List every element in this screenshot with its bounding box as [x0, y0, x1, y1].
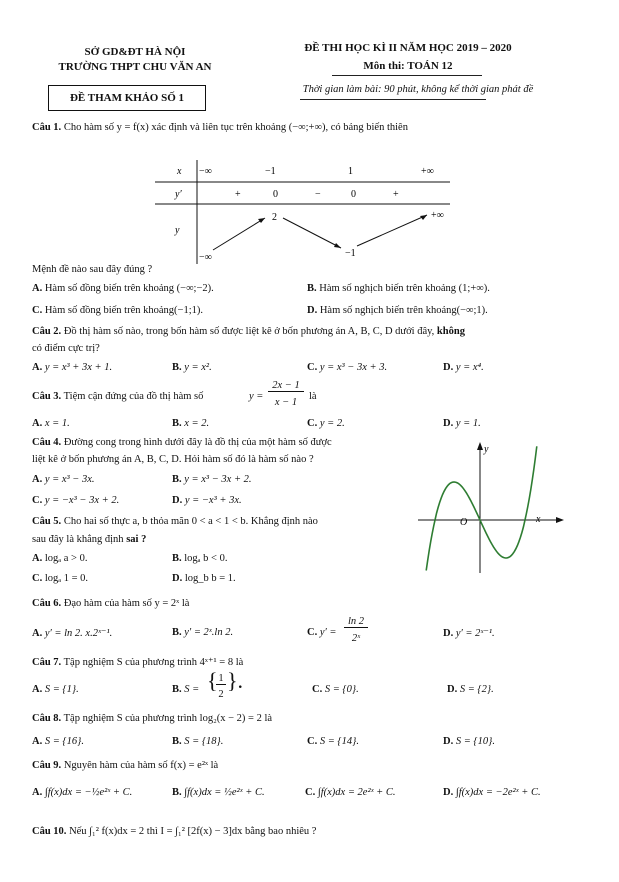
q3-option-c[interactable]: C. y = 2. [307, 418, 345, 429]
q4-option-a[interactable]: A. y = x³ − 3x. [32, 474, 95, 485]
question-7 [32, 656, 243, 668]
q2-option-a-text: y = x³ + 3x + 1. [44, 362, 113, 373]
question-3 [32, 391, 203, 402]
q1-number: Câu 1. [32, 122, 62, 133]
q1-text: Cho hàm số y = f(x) xác định và liên tục trên khoảng (−∞;+∞), có bảng biến thiên [63, 122, 408, 133]
q4-cubic-graph [418, 438, 568, 578]
graph-y-arrow [477, 442, 483, 450]
q2-option-b-text: y = x². [184, 362, 212, 373]
vt-x-pos-inf: +∞ [421, 166, 434, 177]
q8-option-b[interactable]: B. S = {18}. [172, 736, 224, 747]
q2-text-bold: không [436, 326, 465, 337]
graph-x-label: x [536, 514, 541, 525]
q7-option-c[interactable]: C. S = {0}. [312, 684, 359, 695]
q7-option-d-text: S = {2}. [459, 684, 494, 695]
q9-text: Nguyên hàm của hàm số f(x) = e²ˣ là [63, 760, 219, 771]
q7-option-b-lhs: S = [184, 684, 200, 695]
q4-option-c-text: y = −x³ − 3x + 2. [44, 495, 120, 506]
q7-option-b-denominator: 2 [218, 689, 224, 700]
q8-option-a[interactable]: A. S = {16}. [32, 736, 84, 747]
q3-option-a-text: x = 1. [44, 418, 70, 429]
exam-duration: Thời gian làm bài: 90 phút, không kể thời gian phát đề [302, 84, 534, 95]
question-5 [32, 516, 318, 527]
exam-subject: Môn thi: TOÁN 12 [363, 60, 453, 72]
vt-x-label: x [177, 166, 182, 177]
q5-text: Cho hai số thực a, b thỏa mãn 0 < a < 1 < b. Khẳng định nào [63, 516, 318, 527]
q8-number: Câu 8. [32, 713, 62, 724]
question-10 [32, 826, 316, 837]
q1-option-d[interactable]: D. Hàm số nghịch biến trên khoảng(−∞;1). [307, 305, 488, 316]
q5-option-c-text: logₐ 1 = 0. [44, 573, 89, 584]
q3-option-d-text: y = 1. [455, 418, 481, 429]
vt-y-minus-one: −1 [345, 248, 356, 259]
q5-text-line2 [32, 534, 146, 545]
q2-number: Câu 2. [32, 326, 62, 337]
vt-arrow-up-1 [213, 218, 265, 250]
q7-option-b-numerator: 1 [216, 673, 226, 685]
q7-brace-right: }. [227, 668, 244, 693]
q2-option-a[interactable]: A. y = x³ + 3x + 1. [32, 362, 113, 373]
q4-option-b[interactable]: B. y = x³ − 3x + 2. [172, 474, 252, 485]
question-4 [32, 437, 332, 448]
q4-text-line2: liệt kê ở bốn phương án A, B, C, D. Hỏi hàm số đó là hàm số nào ? [32, 454, 314, 465]
question-1 [32, 122, 408, 133]
q3-option-b[interactable]: B. x = 2. [172, 418, 210, 429]
q5-text-line2-bold: sai ? [126, 534, 147, 545]
graph-y-label: y [484, 444, 489, 455]
graph-origin-label: O [460, 517, 468, 528]
q8-option-d[interactable]: D. S = {10}. [443, 736, 495, 747]
q5-number: Câu 5. [32, 516, 62, 527]
duration-underline [300, 99, 486, 100]
question-8 [32, 713, 272, 724]
q9-option-c[interactable]: C. ∫f(x)dx = 2e²ˣ + C. [305, 787, 396, 798]
q6-option-c-numerator: ln 2 [344, 616, 368, 628]
q5-option-c[interactable]: C. logₐ 1 = 0. [32, 573, 89, 584]
vt-y-label: y [175, 225, 180, 236]
q7-option-d[interactable]: D. S = {2}. [447, 684, 494, 695]
q9-option-b-text: ∫f(x)dx = ½e²ˣ + C. [184, 787, 265, 798]
q6-option-d-text: y′ = 2ˣ⁻¹. [455, 628, 495, 639]
q6-option-a-text: y′ = ln 2. x.2ˣ⁻¹. [44, 628, 113, 639]
q7-brace-left: { [207, 668, 218, 693]
q5-option-d-text: log_b b = 1. [184, 573, 236, 584]
q5-option-a-text: logₐ a > 0. [44, 553, 88, 564]
question-6 [32, 598, 189, 609]
variation-table [155, 160, 455, 264]
q1-option-c[interactable]: C. Hàm số đồng biến trên khoảng(−1;1). [32, 305, 203, 316]
q1-prompt: Mệnh đề nào sau đây đúng ? [32, 264, 153, 275]
q3-option-d[interactable]: D. y = 1. [443, 418, 481, 429]
q8-option-a-text: S = {16}. [44, 736, 84, 747]
question-9 [32, 760, 218, 771]
q9-option-a[interactable]: A. ∫f(x)dx = −½e²ˣ + C. [32, 787, 133, 798]
q4-option-c[interactable]: C. y = −x³ − 3x + 2. [32, 495, 120, 506]
q7-text: Tập nghiệm S của phương trình 4ˣ⁺¹ = 8 là [63, 657, 244, 668]
q6-option-a[interactable]: A. y′ = ln 2. x.2ˣ⁻¹. [32, 628, 113, 639]
q3-fn-lhs: y = [249, 391, 264, 402]
q5-option-b[interactable]: B. logₐ b < 0. [172, 553, 228, 564]
q3-number: Câu 3. [32, 391, 62, 402]
q1-option-b-text: Hàm số nghịch biến trên khoảng (1;+∞). [319, 283, 490, 294]
q3-fn-numerator: 2x − 1 [268, 380, 304, 392]
graph-curve [426, 446, 537, 570]
q3-fn-denominator: x − 1 [274, 397, 298, 408]
q2-text-line2: có điểm cực trị? [32, 343, 100, 354]
q2-option-d[interactable]: D. y = x⁴. [443, 362, 484, 373]
q7-number: Câu 7. [32, 657, 62, 668]
q9-option-d-text: ∫f(x)dx = −2e²ˣ + C. [455, 787, 541, 798]
q8-text: Tập nghiệm S của phương trình log₂(x − 2) = 2 là [63, 713, 273, 724]
q3-option-a[interactable]: A. x = 1. [32, 418, 70, 429]
header-divider [332, 75, 482, 76]
q3-option-c-text: y = 2. [319, 418, 345, 429]
q2-option-c[interactable]: C. y = x³ − 3x + 3. [307, 362, 388, 373]
school-department: SỞ GD&ĐT HÀ NỘI [84, 46, 186, 58]
graph-x-arrow [556, 517, 564, 523]
q10-text: Nếu ∫₁² f(x)dx = 2 thì I = ∫₁² [2f(x) − 3]dx bằng bao nhiêu ? [69, 826, 317, 837]
q9-option-d[interactable]: D. ∫f(x)dx = −2e²ˣ + C. [443, 787, 541, 798]
q6-option-b[interactable]: B. y′ = 2ˣ.ln 2. [172, 627, 234, 638]
q5-text-line2-plain: sau đây là khẳng định [32, 534, 124, 545]
q5-option-b-text: logₐ b < 0. [184, 553, 228, 564]
q1-option-d-text: Hàm số nghịch biến trên khoảng(−∞;1). [319, 305, 488, 316]
q8-option-c-text: S = {14}. [319, 736, 359, 747]
q8-option-b-text: S = {18}. [184, 736, 224, 747]
q3-text: Tiệm cận đứng của đồ thị hàm số [63, 391, 204, 402]
q1-option-c-text: Hàm số đồng biến trên khoảng(−1;1). [44, 305, 203, 316]
vt-y-pos-inf: +∞ [431, 210, 444, 221]
q7-option-b[interactable]: B. S = [172, 684, 200, 695]
vt-y-two: 2 [272, 212, 277, 223]
q2-option-b[interactable]: B. y = x². [172, 362, 212, 373]
q1-option-a-text: Hàm số đồng biến trên khoảng (−∞;−2). [44, 283, 214, 294]
q6-text: Đạo hàm của hàm số y = 2ˣ là [63, 598, 190, 609]
q1-option-b[interactable]: B. Hàm số nghịch biến trên khoảng (1;+∞). [307, 283, 490, 294]
q8-option-d-text: S = {10}. [455, 736, 495, 747]
q2-option-c-text: y = x³ − 3x + 3. [319, 362, 388, 373]
vt-arrow-down [283, 218, 341, 248]
q4-option-a-text: y = x³ − 3x. [44, 474, 95, 485]
vt-sign-2: − [315, 189, 321, 200]
q7-option-a-text: S = {1}. [44, 684, 79, 695]
vt-y-neg-inf: −∞ [199, 252, 212, 263]
q4-text: Đường cong trong hình dưới đây là đồ thị của một hàm số được [63, 437, 332, 448]
vt-x-one: 1 [348, 166, 353, 177]
school-name: TRƯỜNG THPT CHU VĂN AN [58, 61, 212, 73]
q2-option-d-text: y = x⁴. [455, 362, 484, 373]
q9-option-a-text: ∫f(x)dx = −½e²ˣ + C. [44, 787, 133, 798]
q9-option-c-text: ∫f(x)dx = 2e²ˣ + C. [317, 787, 396, 798]
q6-option-c-lhs: y′ = [319, 627, 337, 638]
q10-number: Câu 10. [32, 826, 67, 837]
q9-number: Câu 9. [32, 760, 62, 771]
q4-number: Câu 4. [32, 437, 62, 448]
q3-tail: là [309, 391, 317, 402]
vt-arrow-up-2 [357, 215, 427, 246]
vt-x-neg-inf: −∞ [199, 166, 212, 177]
q7-option-a[interactable]: A. S = {1}. [32, 684, 79, 695]
q5-option-d[interactable]: D. log_b b = 1. [172, 573, 236, 584]
q3-option-b-text: x = 2. [184, 418, 210, 429]
exam-title: ĐỀ THI HỌC KÌ II NĂM HỌC 2019 – 2020 [304, 42, 512, 54]
q4-option-b-text: y = x³ − 3x + 2. [184, 474, 252, 485]
q5-option-a[interactable]: A. logₐ a > 0. [32, 553, 88, 564]
q8-option-c[interactable]: C. S = {14}. [307, 736, 359, 747]
vt-sign-1: + [235, 189, 241, 200]
q6-number: Câu 6. [32, 598, 62, 609]
q9-option-b[interactable]: B. ∫f(x)dx = ½e²ˣ + C. [172, 787, 265, 798]
q4-option-d[interactable]: D. y = −x³ + 3x. [172, 495, 242, 506]
q6-option-b-text: y′ = 2ˣ.ln 2. [184, 627, 234, 638]
vt-zero-2: 0 [351, 189, 356, 200]
vt-arrowhead-2 [334, 243, 341, 248]
q6-option-c-denominator: 2ˣ [351, 633, 361, 644]
exam-code-box: ĐỀ THAM KHẢO SỐ 1 [48, 85, 206, 111]
q4-option-d-text: y = −x³ + 3x. [184, 495, 242, 506]
q6-option-c[interactable]: C. y′ = [307, 627, 337, 638]
q6-option-d[interactable]: D. y′ = 2ˣ⁻¹. [443, 628, 495, 639]
vt-arrowhead-1 [258, 218, 265, 223]
vt-x-minus-one: −1 [265, 166, 276, 177]
vt-zero-1: 0 [273, 189, 278, 200]
vt-sign-3: + [393, 189, 399, 200]
q7-option-c-text: S = {0}. [324, 684, 359, 695]
vt-yprime-label: y′ [175, 189, 182, 200]
question-2 [32, 326, 465, 337]
q1-option-a[interactable]: A. Hàm số đồng biến trên khoảng (−∞;−2). [32, 283, 214, 294]
q2-text: Đồ thị hàm số nào, trong bốn hàm số được liệt kê ở bốn phương án A, B, C, D dưới đây, [63, 326, 435, 337]
